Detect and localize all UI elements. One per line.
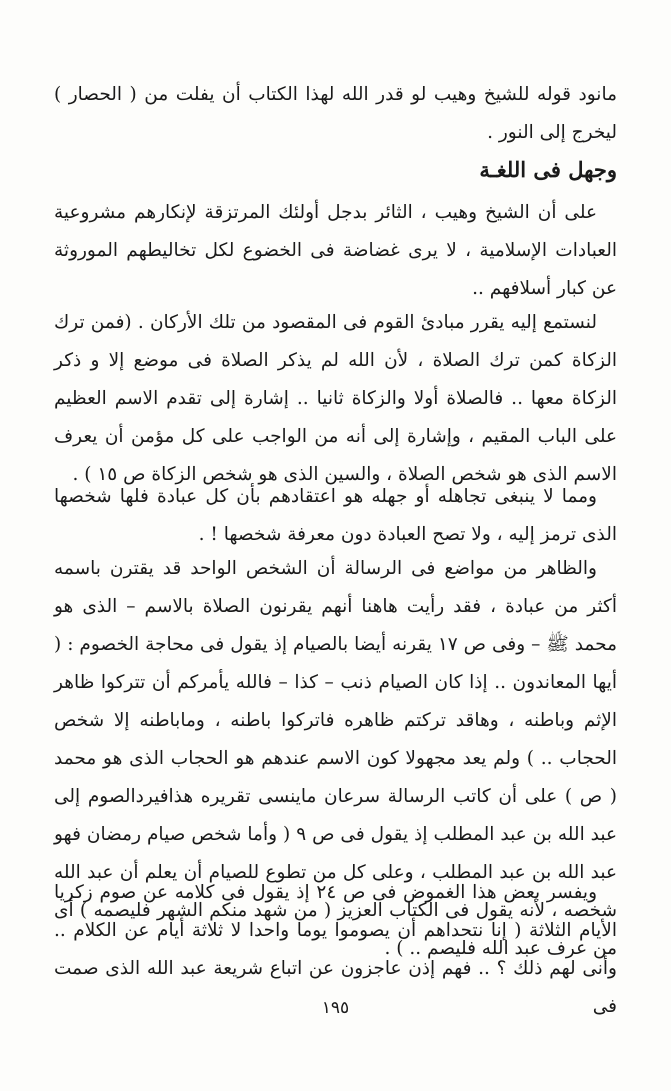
paragraph-3: ومما لا ينبغى تجاهله أو جهله هو اعتقادهم بأن كل عبادة فلها شخصها الذى ترمز إليه ، ولا تصح العبادة دون معرفة شخصها ! . (54, 486, 617, 545)
paragraph-2: لنستمع إليه يقرر مبادئ القوم فى المقصود من تلك الأركان . (فمن ترك الزكاة كمن ترك الصلاة ، لأن الله لم يذكر الصلاة فى موضع إلا و ذكر الزكاة معها .. فالصلاة أولا والزكاة ثانيا .. إشارة إلى تقدم الاسم العظيم على الباب المقيم ، وإشارة إلى أنه من الواجب على كل مؤمن أن يعرف الاسم الذى هو شخص الصلاة ، والسين الذى هو شخص الزكاة ص ١٥ ) . (54, 312, 617, 485)
paragraph-5: ويفسر بعض هذا الغموض فى ص ٢٤ إذ يقول فى كلامه عن صوم زكريا الأيام الثلاثة ( إنا نتحداهم أن يصوموا يوما واحدا لا ثلاثة أيام عن الكلام .. وأنى لهم ذلك ؟ .. فهم إذن عاجزون عن اتباع شريعة عبد الله الذى صمت فى (54, 882, 617, 1017)
intro-paragraph: مانود قوله للشيخ وهيب لو قدر الله لهذا الكتاب أن يفلت من ( الحصار ) ليخرج إلى النور . (54, 84, 617, 143)
paragraph-4: والظاهر من مواضع فى الرسالة أن الشخص الواحد قد يقترن باسمه أكثر من عبادة ، فقد رأيت هاهنا أنهم يقرنون الصلاة بالاسم – الذى هو محمد ﷺ – وفى ص ١٧ يقرنه أيضا بالصيام إذ يقول فى محاجة الخصوم : ( أيها المعاندون .. إذا كان الصيام ذنب – كذا – فالله يأمركم أن تتركوا ظاهر الإثم وباطنه ، وهاقد تركتم ظاهره فاتركوا باطنه ، وماباطنه إلا شخص الحجاب .. ) ولم يعد مجهولا كون الاسم عندهم هو الحجاب الذى هو محمد ( ص ) على أن كاتب الرسالة سرعان ماينسى تقريره هذافيردالصوم إلى عبد الله بن عبد المطلب إذ يقول فى ص ٩ ( وأما شخص صيام رمضان فهو عبد الله بن عبد المطلب ، وعلى كل من تطوع للصيام أن يعلم أن عبد الله شخصه ، لأنه يقول فى الكتاب العزيز ( من شهد منكم الشهر فليصمه ) أى من عرف عبد الله فليصم .. ) . (54, 558, 618, 959)
section-heading: وجهل فى اللغـة (479, 157, 617, 182)
paragraph-1: على أن الشيخ وهيب ، الثائر بدجل أولئك المرتزقة لإنكارهم مشروعية العبادات الإسلامية ، لا يرى غضاضة فى الخضوع لكل تخاليطهم الموروثة عن كبار أسلافهم .. (54, 202, 617, 299)
page-number: ١٩٥ (321, 998, 350, 1018)
